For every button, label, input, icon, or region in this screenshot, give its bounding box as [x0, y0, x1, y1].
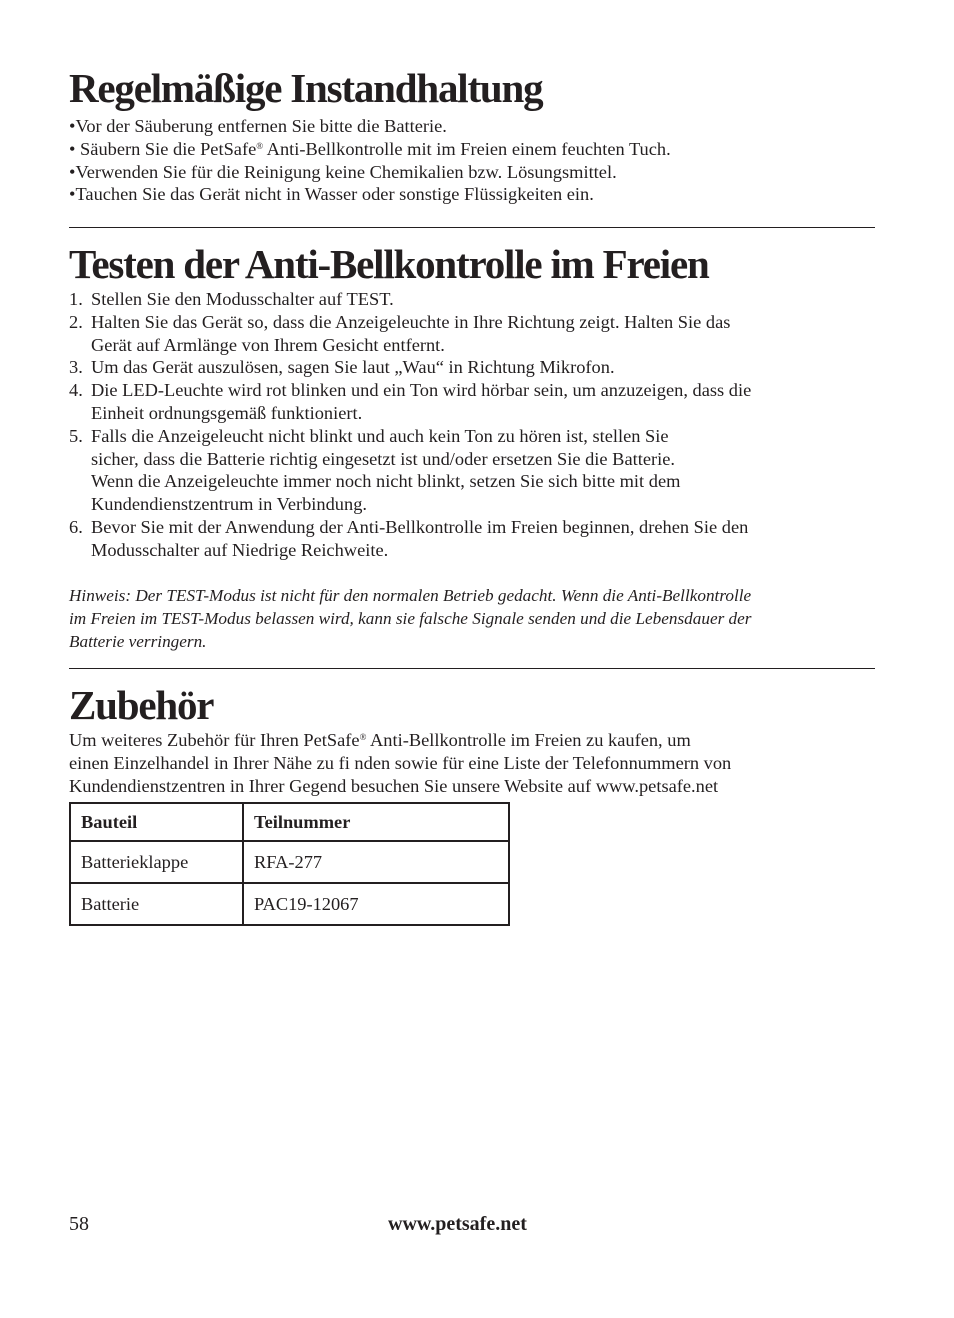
- test-steps-list: [69, 288, 751, 562]
- test-mode-note: Hinweis: Der TEST-Modus ist nicht für den normalen Betrieb gedacht. Wenn die Anti-Bellkontrolle im Freien im TEST-Modus belassen wird, kann sie falsche Signale senden und die Lebensdauer der Batterie verringern.: [69, 586, 752, 651]
- table-row: [70, 841, 509, 883]
- column-header-part: Bauteil: [70, 803, 243, 841]
- step-item-continuation: Modusschalter auf Niedrige Reichweite.: [91, 539, 389, 560]
- bullet-item: •Verwenden Sie für die Reinigung keine Chemikalien bzw. Lösungsmittel.: [69, 161, 617, 182]
- step-item-continuation: Wenn die Anzeigeleuchte immer noch nicht blinkt, setzen Sie sich bitte mit dem: [91, 471, 681, 492]
- page-number: 58: [69, 1213, 89, 1235]
- step-item: 5. Falls die Anzeigeleucht nicht blinkt und auch kein Ton zu hören ist, stellen Sie: [69, 425, 669, 446]
- step-item: 1. Stellen Sie den Modusschalter auf TEST.: [69, 289, 394, 309]
- table-cell: Batterieklappe: [70, 841, 243, 883]
- parts-table: [69, 802, 510, 926]
- step-item-continuation: Gerät auf Armlänge von Ihrem Gesicht entfernt.: [91, 334, 445, 355]
- registered-mark: ®: [359, 732, 367, 742]
- table-cell: Batterie: [70, 883, 243, 925]
- bullet-item: • Säubern Sie die PetSafe® Anti-Bellkontrolle mit im Freien einem feuchten Tuch.: [69, 138, 671, 159]
- maintenance-bullet-list: [69, 115, 671, 206]
- step-item-continuation: sicher, dass die Batterie richtig eingesetzt ist und/oder ersetzen Sie die Batterie.: [91, 448, 675, 469]
- bullet-item: •Tauchen Sie das Gerät nicht in Wasser oder sonstige Flüssigkeiten ein.: [69, 184, 594, 205]
- footer-website: www.petsafe.net: [388, 1213, 527, 1235]
- bullet-item: •Vor der Säuberung entfernen Sie bitte die Batterie.: [69, 116, 447, 136]
- table-cell: PAC19-12067: [243, 883, 509, 925]
- step-item: 4. Die LED-Leuchte wird rot blinken und ein Ton wird hörbar sein, um anzuzeigen, dass die: [69, 380, 752, 401]
- table-header-row: [70, 803, 509, 841]
- table-row: [70, 883, 509, 925]
- heading-maintenance: Regelmäßige Instandhaltung: [69, 65, 543, 111]
- section-divider: [69, 227, 875, 228]
- table-cell: RFA-277: [243, 841, 509, 883]
- step-item: 6. Bevor Sie mit der Anwendung der Anti-Bellkontrolle im Freien beginnen, drehen Sie den: [69, 516, 749, 537]
- accessories-paragraph: Um weiteres Zubehör für Ihren PetSafe® Anti-Bellkontrolle im Freien zu kaufen, um einen Einzelhandel in Ihrer Nähe zu fi nden sowie für eine Liste der Telefonnummern von Kundendienstzentren in Ihrer Gegend besuchen Sie unsere Website auf www.petsafe.net: [69, 730, 732, 796]
- step-item: 2. Halten Sie das Gerät so, dass die Anzeigeleuchte in Ihre Richtung zeigt. Halten Sie das: [69, 311, 731, 332]
- step-item: 3. Um das Gerät auszulösen, sagen Sie laut „Wau“ in Richtung Mikrofon.: [69, 357, 615, 378]
- heading-test: Testen der Anti-Bellkontrolle im Freien: [69, 241, 709, 287]
- step-item-continuation: Einheit ordnungsgemäß funktioniert.: [91, 402, 363, 423]
- section-divider: [69, 668, 875, 669]
- step-item-continuation: Kundendienstzentrum in Verbindung.: [91, 494, 367, 515]
- registered-mark: ®: [256, 140, 264, 151]
- column-header-part-number: Teilnummer: [243, 803, 509, 841]
- heading-accessories: Zubehör: [69, 682, 214, 728]
